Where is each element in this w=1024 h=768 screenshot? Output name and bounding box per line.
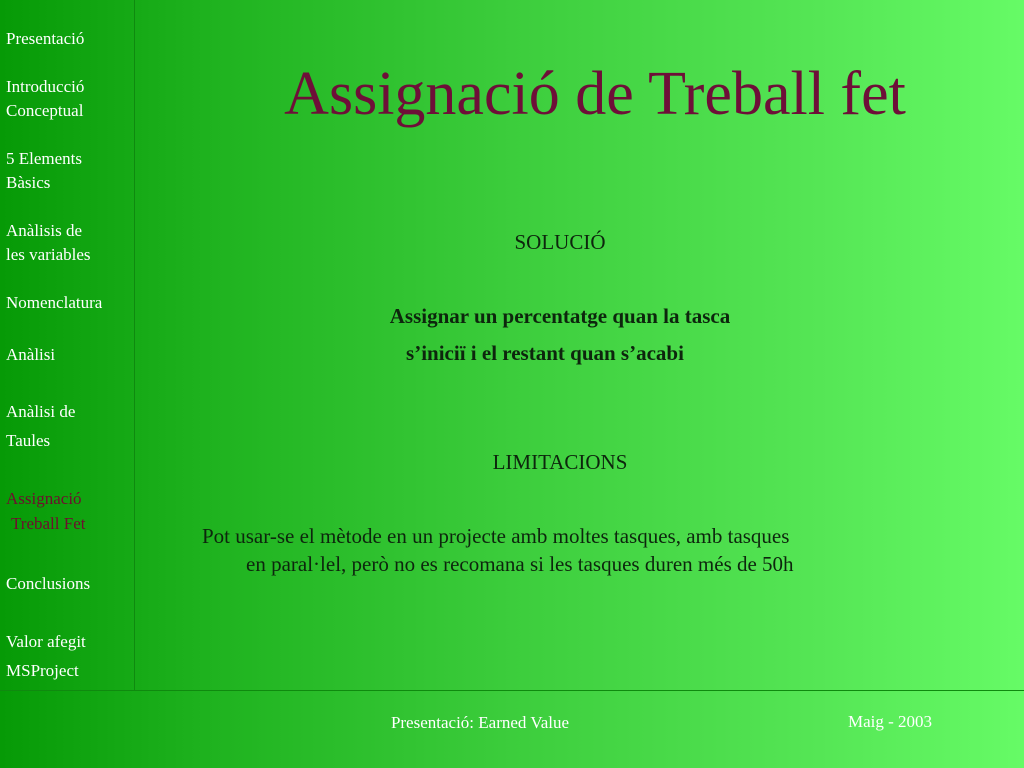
sidebar-navigation xyxy=(0,0,135,690)
nav-item-label: Treball Fet xyxy=(11,514,86,533)
limitacions-heading: LIMITACIONS xyxy=(492,450,628,474)
nav-item-label: Introducció xyxy=(6,77,85,96)
nav-item-label: Valor afegit xyxy=(6,632,86,651)
nav-item-label: Taules xyxy=(6,431,51,450)
nav-item-label: 5 Elements xyxy=(6,149,83,168)
nav-item-label: les variables xyxy=(6,245,91,264)
footer-divider xyxy=(0,690,1024,691)
nav-item-nomenclatura[interactable] xyxy=(6,291,134,315)
nav-item-label: Conceptual xyxy=(6,101,84,120)
slide-title: Assignació de Treball fet xyxy=(284,60,906,128)
nav-item-label: Nomenclatura xyxy=(6,293,103,312)
nav-item-label: Anàlisi de xyxy=(6,402,76,421)
nav-item-presentacio[interactable] xyxy=(6,27,134,51)
solucio-line: Assignar un percentatge quan la tasca xyxy=(389,304,731,328)
nav-item-label: Conclusions xyxy=(6,574,91,593)
limitacions-text xyxy=(160,522,960,578)
nav-item-label: Presentació xyxy=(6,29,85,48)
footer-presentation-name: Presentació: Earned Value xyxy=(390,713,570,732)
nav-item-5-elements-basics[interactable] xyxy=(6,147,134,195)
footer-date: Maig - 2003 xyxy=(847,712,933,731)
nav-item-label: Bàsics xyxy=(6,173,51,192)
nav-item-conclusions[interactable] xyxy=(6,572,134,596)
nav-item-analisi-taules[interactable] xyxy=(6,397,134,455)
nav-item-analisis-variables[interactable] xyxy=(6,219,134,267)
nav-item-label: Anàlisis de xyxy=(6,221,83,240)
limitacions-line: en paral·lel, però no es recomana si les tasques duren més de 50h xyxy=(246,552,794,576)
nav-item-valor-afegit-msproject[interactable] xyxy=(6,627,134,685)
nav-item-label: Anàlisi xyxy=(6,345,56,364)
nav-item-introduccio-conceptual[interactable] xyxy=(6,75,134,123)
nav-item-analisi[interactable] xyxy=(6,343,134,367)
solucio-heading: SOLUCIÓ xyxy=(514,230,606,254)
nav-item-assignacio-treball-fet[interactable] xyxy=(6,484,134,538)
solucio-text xyxy=(150,298,970,372)
nav-item-label: MSProject xyxy=(6,661,79,680)
solucio-line: s’iniciï i el restant quan s’acabi xyxy=(406,341,684,365)
nav-item-label: Assignació xyxy=(6,489,82,508)
limitacions-line: Pot usar-se el mètode en un projecte amb moltes tasques, amb tasques xyxy=(202,524,790,548)
